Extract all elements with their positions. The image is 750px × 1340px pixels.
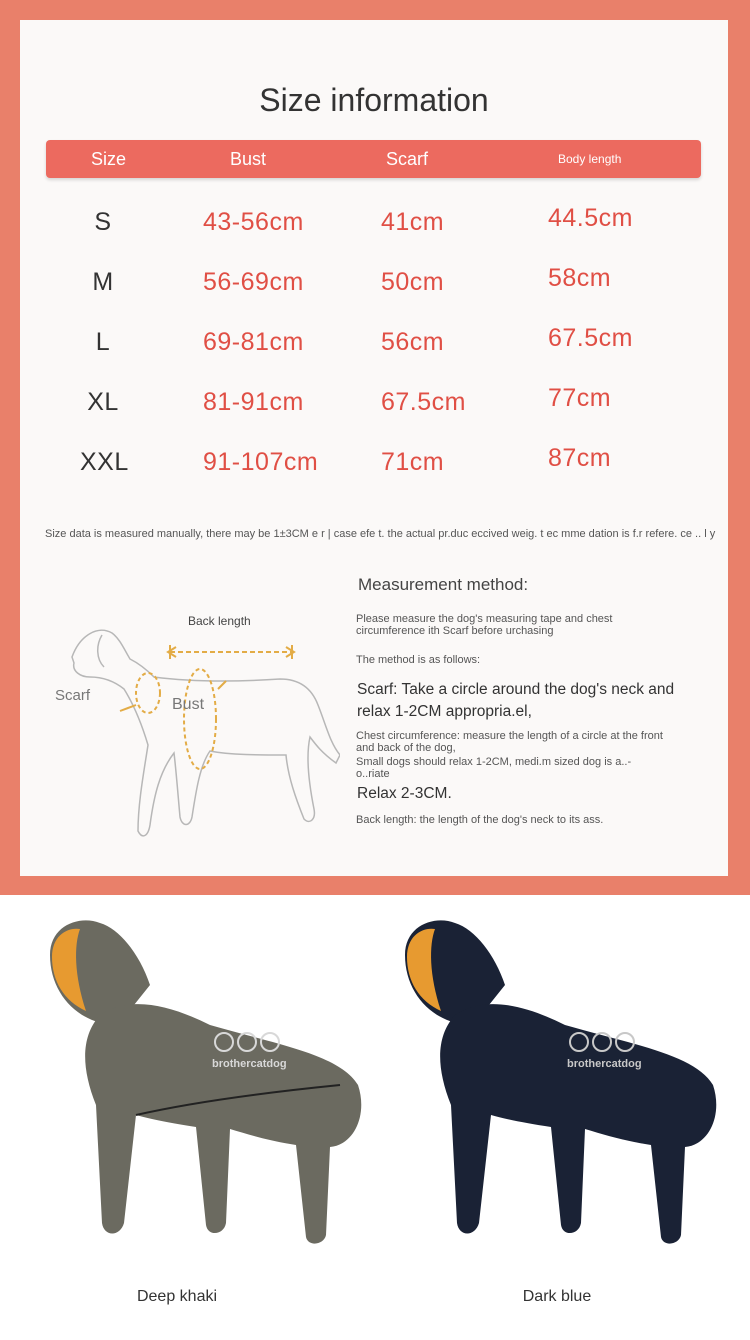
bust-label: Bust — [172, 696, 205, 713]
scarf-label: Scarf — [55, 687, 91, 704]
scarf-cell: 67.5cm — [381, 388, 466, 416]
method-scarf: Scarf: Take a circle around the dog's neck and relax 1-2CM appropria.el, — [357, 681, 675, 720]
header-bust: Bust — [230, 149, 267, 169]
bust-cell: 91-107cm — [203, 448, 319, 476]
back-length-label: Back length — [188, 614, 251, 628]
length-cell: 44.5cm — [548, 204, 633, 232]
raincoat-blue-image — [395, 915, 735, 1275]
bust-pointer — [218, 681, 226, 689]
method-back-length: Back length: the length of the dog's neck to its ass. — [356, 814, 604, 826]
method-intro: Please measure the dog's measuring tape and chest circumference ith Scarf before urchasing — [356, 613, 613, 637]
bust-cell: 81-91cm — [203, 388, 304, 416]
bust-cell: 56-69cm — [203, 268, 304, 296]
scarf-cell: 71cm — [381, 448, 445, 476]
length-cell: 58cm — [548, 264, 612, 292]
header-body-length: Body length — [558, 152, 622, 166]
method-chest: Chest circumference: measure the length of a circle at the front and back of the dog, — [356, 730, 663, 754]
length-cell: 67.5cm — [548, 324, 633, 352]
bust-cell: 69-81cm — [203, 328, 304, 356]
length-cell: 77cm — [548, 384, 612, 412]
dog-diagram — [50, 605, 340, 845]
coat-body-khaki — [85, 1004, 361, 1243]
brand-logo-khaki: brothercatdog — [212, 1058, 287, 1070]
dog-outline — [72, 630, 340, 836]
caption-dark-blue: Dark blue — [522, 1288, 592, 1305]
table-row — [20, 324, 728, 368]
scarf-cell: 50cm — [381, 268, 445, 296]
raincoat-khaki-image — [40, 915, 380, 1275]
length-cell: 87cm — [548, 444, 612, 472]
page-title: Size information — [259, 82, 489, 118]
table-header — [46, 140, 701, 178]
measurement-note: Size data is measured manually, there may be 1±3CM e r | case efe t. the actual pr.duc eccived weig. t ec mme dation is f.r refere. ce .. l y — [45, 528, 716, 540]
method-subtitle: The method is as follows: — [356, 654, 481, 666]
table-row — [20, 384, 728, 428]
size-card — [20, 20, 728, 876]
method-small-dogs: Small dogs should relax 1-2CM, medi.m sized dog is a..-o..riate — [356, 756, 632, 780]
table-row — [20, 204, 728, 248]
header-size: Size — [91, 149, 127, 169]
brand-logo-blue: brothercatdog — [567, 1058, 642, 1070]
bust-loop — [184, 669, 216, 769]
scarf-loop — [136, 673, 160, 713]
bust-cell: 43-56cm — [203, 208, 304, 236]
caption-deep-khaki: Deep khaki — [136, 1288, 218, 1305]
scarf-cell: 41cm — [381, 208, 445, 236]
size-cell: S — [94, 208, 112, 236]
size-cell: L — [95, 328, 111, 356]
method-relax: Relax 2-3CM. — [357, 785, 452, 802]
size-cell: M — [92, 268, 114, 296]
scarf-cell: 56cm — [381, 328, 445, 356]
table-row — [20, 444, 728, 488]
size-cell: XXL — [80, 448, 129, 476]
coat-body-blue — [440, 1004, 716, 1243]
header-scarf: Scarf — [386, 149, 429, 169]
ear-outline — [98, 635, 104, 667]
table-row — [20, 264, 728, 308]
method-title: Measurement method: — [358, 575, 529, 594]
size-cell: XL — [87, 388, 119, 416]
